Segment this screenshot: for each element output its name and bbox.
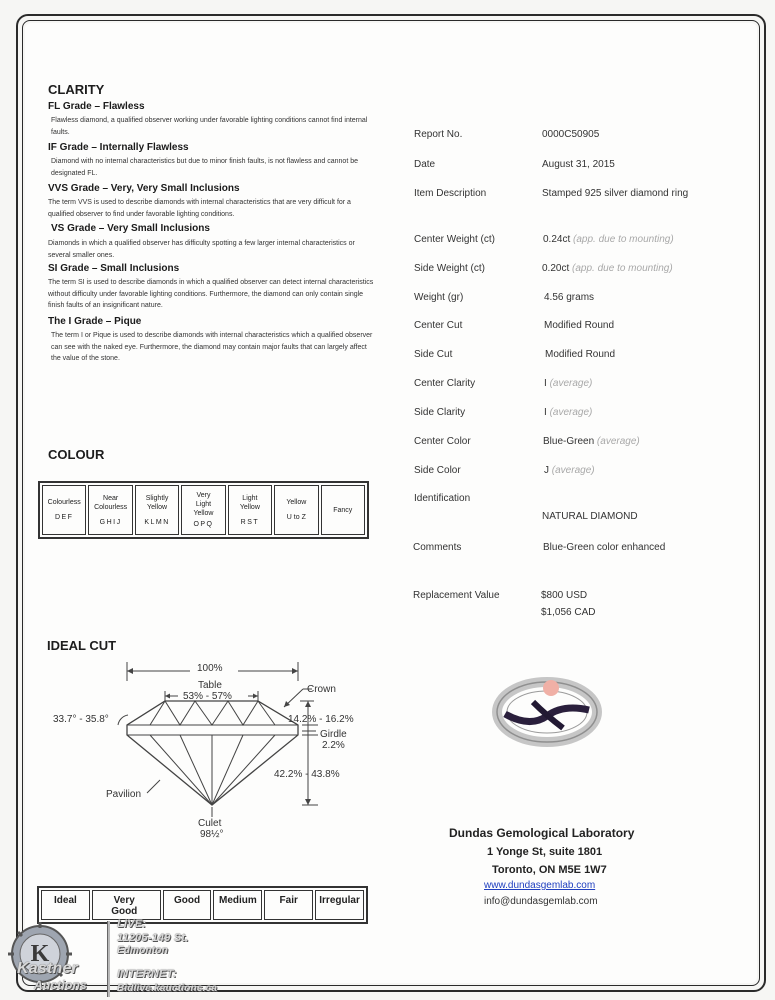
weight-label: Weight (gr) — [414, 292, 464, 303]
center-cut-label: Center Cut — [414, 320, 463, 331]
colour-cell-grades: RST — [240, 518, 260, 526]
lab-name: Dundas Gemological Laboratory — [449, 826, 635, 840]
side-weight-label: Side Weight (ct) — [414, 263, 485, 274]
side-clarity-note: (average) — [549, 407, 593, 418]
replacement-usd: $800 USD — [541, 590, 588, 601]
cut-grade-table — [37, 886, 368, 924]
cut-crown-angle: 33.7° - 35.8° — [53, 714, 109, 725]
grade-text: The term SI is used to describe diamonds in which a qualified observer can detect internal characteristics without difficulty under favorable lighting conditions. Furthermore, the diamond can only contain single finish faults of an insignificant nature. — [48, 279, 374, 309]
watermark-logo-top: Kastner — [17, 960, 78, 977]
center-color-note: (average) — [596, 436, 640, 447]
side-color-label: Side Color — [414, 465, 461, 476]
side-clarity-label: Side Clarity — [414, 407, 466, 418]
colour-cell-label: Colourless — [47, 499, 81, 506]
watermark-city: Edmonton — [117, 945, 169, 956]
side-color-note: (average) — [551, 465, 595, 476]
cut-table-range: 53% - 57% — [183, 691, 232, 702]
replacement-cad: $1,056 CAD — [541, 607, 596, 618]
colour-cell-grades: OPQ — [193, 521, 214, 528]
colour-scale-table — [38, 481, 369, 539]
comments-label: Comments — [413, 542, 462, 553]
grade-text: Flawless diamond, a qualified observer working under favorable lighting conditions cannot find internal faults. — [51, 117, 368, 136]
item-description-value: Stamped 925 silver diamond ring — [542, 188, 689, 199]
grade-text: The term I or Pique is used to describe diamonds with internal characteristics which a qualified observer can see with the naked eye. Furthermore, the diamond may contain major faults that can largely affect the value of the stone. — [51, 332, 373, 362]
side-color-value — [544, 465, 595, 476]
cut-grade-cell: Irregular — [315, 890, 364, 920]
replacement-value-label: Replacement Value — [413, 590, 500, 601]
colour-cell-label: Very Light Yellow — [193, 492, 214, 517]
grade-text: Diamond with no internal characteristics but due to minor finish faults, is not flawless and cannot be designated FL. — [51, 158, 358, 177]
colour-cell-label: Near Colourless — [94, 494, 128, 511]
watermark-internet-site: Bidlive.kauctions.ca — [117, 983, 218, 994]
item-description-label: Item Description — [414, 188, 487, 199]
side-weight-value — [542, 263, 673, 274]
colour-cell — [321, 485, 365, 535]
side-cut-value: Modified Round — [545, 349, 616, 360]
grade-heading: VS Grade – Very Small Inclusions — [51, 223, 210, 234]
grade-text: Diamonds in which a qualified observer has difficulty spotting a few larger internal characteristics or several smaller ones. — [48, 240, 355, 259]
grade-heading: FL Grade – Flawless — [48, 101, 145, 112]
identification-value: NATURAL DIAMOND — [542, 511, 638, 522]
cut-grade-cell: Medium — [213, 890, 262, 920]
grade-text: The term VVS is used to describe diamonds with internal characteristics that are very difficult for a qualified observer to find under favorable lighting conditions. — [48, 199, 351, 218]
report-no-label: Report No. — [414, 129, 463, 140]
ideal-cut-title: IDEAL CUT — [47, 638, 117, 653]
colour-cell — [228, 485, 272, 535]
identification-label: Identification — [414, 493, 471, 504]
colour-cell-label: Yellow — [286, 499, 307, 506]
grade-heading: SI Grade – Small Inclusions — [48, 263, 180, 274]
colour-cell-grades: DEF — [54, 514, 74, 521]
colour-title: COLOUR — [48, 447, 105, 462]
colour-cell — [88, 485, 132, 535]
cut-girdle-label: Girdle — [320, 729, 347, 740]
cut-crown-height: 14.2% - 16.2% — [288, 714, 354, 725]
colour-cell — [181, 485, 225, 535]
cut-width-label: 100% — [197, 663, 223, 674]
cut-pavilion-label: Pavilion — [106, 789, 142, 800]
side-clarity-value — [544, 407, 592, 418]
colour-cell-grades: KLMN — [144, 518, 170, 526]
center-clarity-label: Center Clarity — [414, 378, 476, 389]
cut-girdle-value: 2.2% — [322, 740, 345, 751]
colour-cell-grades: U to Z — [286, 514, 306, 521]
cut-grade-cell: Very Good — [92, 890, 161, 920]
colour-cell — [42, 485, 86, 535]
cut-culet-label: Culet — [198, 818, 222, 829]
lab-address-line1: 1 Yonge St, suite 1801 — [487, 846, 603, 858]
grade-heading: IF Grade – Internally Flawless — [48, 142, 189, 153]
side-cut-label: Side Cut — [414, 349, 453, 360]
cut-grade-cell: Ideal — [41, 890, 90, 920]
cut-grade-cell: Good — [163, 890, 212, 920]
date-label: Date — [414, 159, 436, 170]
side-color-grade: J — [544, 465, 549, 476]
watermark-logo-bottom: Auctions — [34, 978, 87, 992]
date-value: August 31, 2015 — [542, 159, 615, 170]
grade-heading: VVS Grade – Very, Very Small Inclusions — [48, 183, 240, 194]
center-weight-value — [543, 234, 674, 245]
center-clarity-note: (average) — [549, 378, 593, 389]
comments-value: Blue-Green color enhanced — [543, 542, 666, 553]
center-color-value — [543, 436, 640, 447]
colour-cell-label: Light Yellow — [239, 494, 260, 511]
center-clarity-value — [544, 378, 592, 389]
colour-cell-grades: GHIJ — [99, 518, 122, 526]
watermark-divider — [107, 921, 110, 997]
lab-address-line2: Toronto, ON M5E 1W7 — [492, 864, 607, 876]
watermark-internet-label: INTERNET: — [117, 968, 177, 980]
center-weight-number: 0.24ct — [543, 234, 571, 245]
grade-heading: The I Grade – Pique — [48, 316, 142, 327]
center-color-label: Center Color — [414, 436, 471, 447]
ring-photo — [485, 666, 615, 756]
center-color-grade: Blue-Green — [543, 436, 595, 447]
side-weight-note: (app. due to mounting) — [572, 263, 673, 274]
center-cut-value: Modified Round — [544, 320, 615, 331]
colour-cell-label: Slightly Yellow — [145, 494, 169, 511]
clarity-title: CLARITY — [48, 82, 105, 97]
watermark-live-label: LIVE: — [117, 918, 147, 930]
side-clarity-grade: I — [544, 407, 547, 418]
cut-culet-value: 98½° — [200, 829, 224, 840]
colour-cell — [274, 485, 318, 535]
colour-cell-label: Fancy — [333, 506, 353, 514]
cut-table-label: Table — [198, 680, 222, 691]
side-weight-number: 0.20ct — [542, 263, 570, 274]
lab-email: info@dundasgemlab.com — [484, 896, 598, 907]
cut-crown-label: Crown — [307, 684, 336, 695]
cut-grade-cell: Fair — [264, 890, 313, 920]
cut-pavilion-depth: 42.2% - 43.8% — [274, 769, 340, 780]
colour-cell — [135, 485, 179, 535]
center-weight-label: Center Weight (ct) — [414, 234, 495, 245]
center-clarity-grade: I — [544, 378, 547, 389]
watermark-address: 11205-149 St. — [117, 932, 189, 944]
lab-website-link[interactable]: www.dundasgemlab.com — [484, 880, 596, 891]
center-weight-note: (app. due to mounting) — [573, 234, 674, 245]
weight-value: 4.56 grams — [544, 292, 595, 303]
report-no-value: 0000C50905 — [542, 129, 600, 140]
svg-text:K: K — [30, 941, 50, 967]
